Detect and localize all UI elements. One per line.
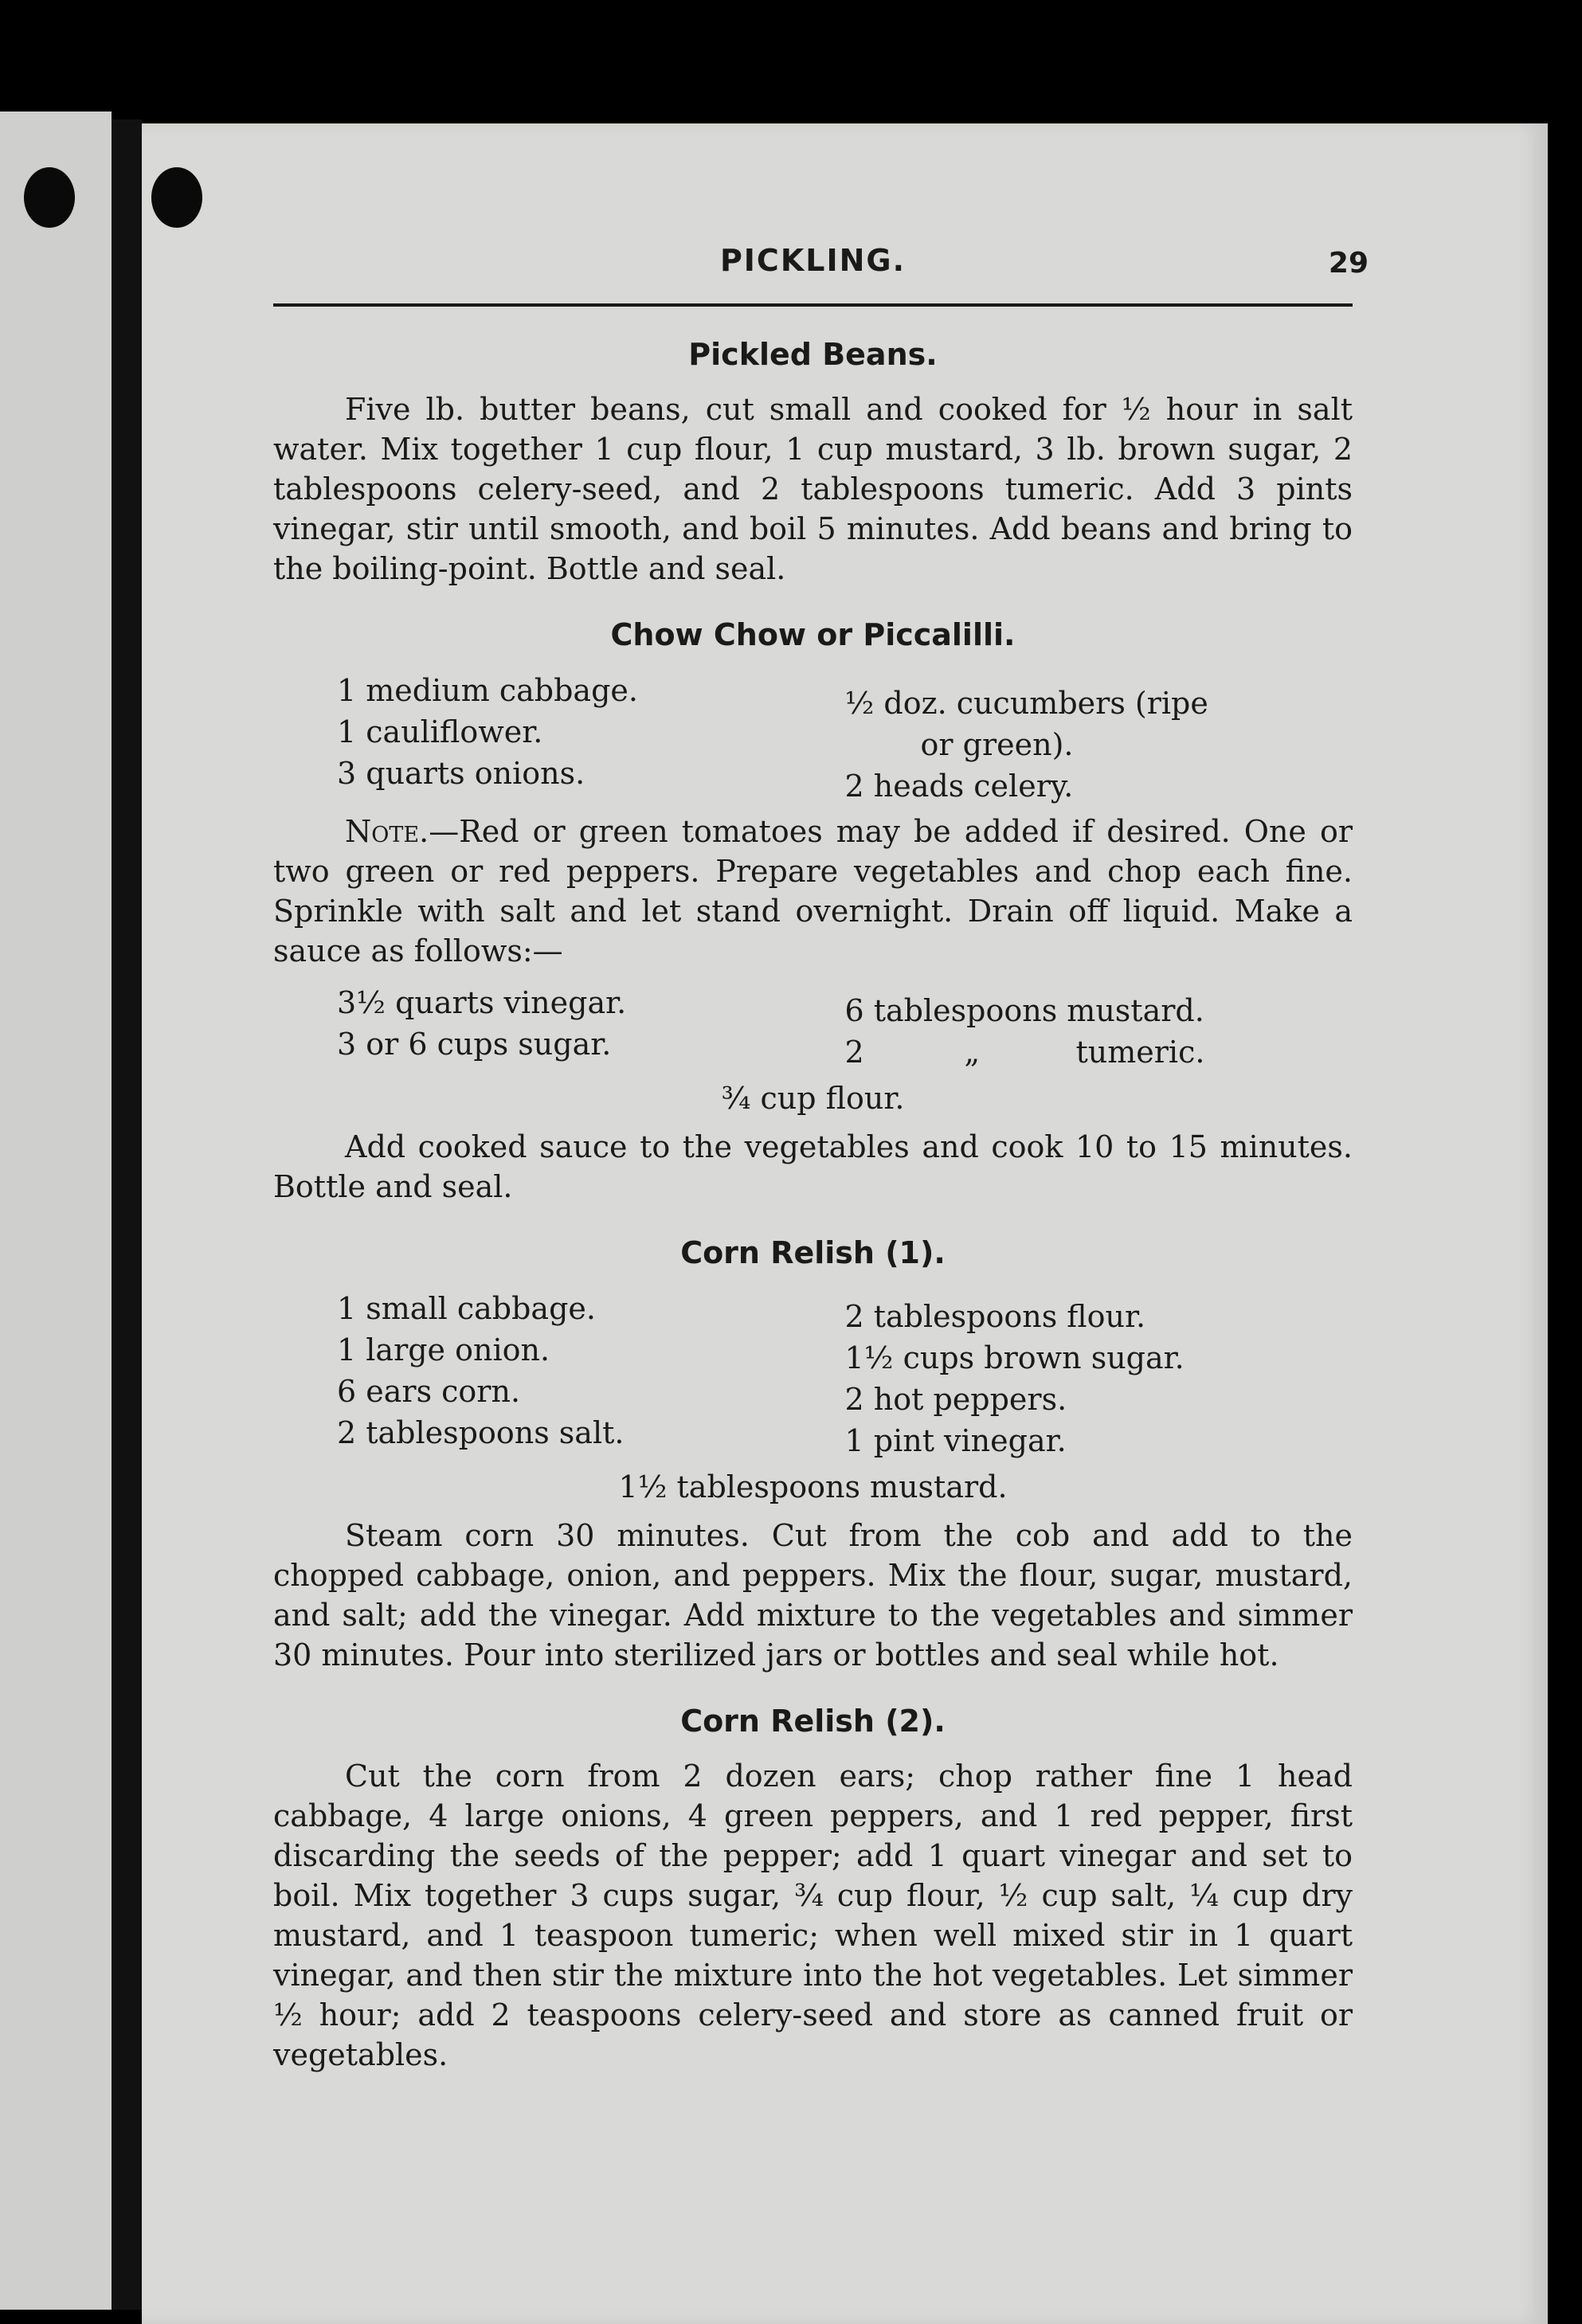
ingredient-item: 1 medium cabbage. [337, 673, 638, 708]
ingredient-list-corn-relish-1 [273, 1288, 1353, 1461]
sauce-item-center: ¾ cup flour. [721, 1081, 905, 1116]
ingredient-item: 2 tablespoons salt. [337, 1415, 625, 1450]
sauce-name: tumeric. [1075, 1035, 1205, 1070]
note-text: —Red or green tomatoes may be added if desired. One or two green or red peppers. Prepare vegetables and chop each fine. Sprinkle with salt and let stand overnight. Drain off liquid. Make a sauce as follows:— [273, 814, 1353, 968]
ingredient-item: 2 tablespoons flour. [844, 1299, 1146, 1334]
running-title: PICKLING. [719, 243, 907, 278]
ingredient-column-left [273, 1288, 813, 1461]
sauce-column-left [273, 982, 813, 1073]
recipe-text-pickled-beans: Five lb. butter beans, cut small and cooked for ½ hour in salt water. Mix together 1 cup flour, 1 cup mustard, 3 lb. brown sugar, 2 tablespoons celery-seed, and 2 tablespoons tumeric. Add 3 pints vinegar, stir until smooth, and boil 5 minutes. Add beans and bring to the boiling-point. Bottle and seal. [273, 392, 1353, 586]
recipe-text-corn-relish-1: Steam corn 30 minutes. Cut from the cob and add to the chopped cabbage, onion, and peppers. Mix the flour, sugar, mustard, and salt; add the vinegar. Add mixture to the vegetables and simmer 30 minutes. Pour into sterilized jars or bottles and seal while hot. [273, 1518, 1353, 1673]
recipe-note-chow-chow [273, 812, 1353, 971]
header-rule [273, 303, 1353, 307]
sauce-list-chow-chow [273, 982, 1353, 1073]
recipe-title-pickled-beans: Pickled Beans. [688, 337, 938, 372]
ingredient-item: 1 pint vinegar. [844, 1423, 1067, 1458]
book-page [142, 123, 1548, 2324]
ingredient-list-chow-chow [273, 670, 1353, 807]
ingredient-item: 2 hot peppers. [844, 1382, 1067, 1417]
ingredient-item: 1 cauliflower. [337, 714, 543, 749]
sauce-item: 3 or 6 cups sugar. [337, 1027, 612, 1062]
ingredient-item-continued: or green). [920, 727, 1074, 762]
recipe-title-chow-chow: Chow Chow or Piccalilli. [610, 617, 1016, 652]
ingredient-item: 3 quarts onions. [337, 756, 585, 791]
sauce-column-right [813, 982, 1353, 1073]
binding-hole-right [151, 167, 202, 228]
adjacent-page-edge [0, 112, 112, 2310]
book-spine [112, 119, 142, 2310]
ingredient-item: ½ doz. cucumbers (ripe [844, 686, 1208, 721]
ingredient-column-right [813, 670, 1353, 807]
note-label: Note. [345, 814, 429, 849]
sauce-item: 3½ quarts vinegar. [337, 985, 627, 1020]
ingredient-item: 1 large onion. [337, 1332, 550, 1367]
sauce-item [845, 1031, 1353, 1073]
ingredient-item: 1 small cabbage. [337, 1291, 596, 1326]
ingredient-item: 1½ cups brown sugar. [844, 1340, 1185, 1375]
ingredient-item: 6 ears corn. [337, 1374, 521, 1409]
page-content [273, 243, 1369, 2103]
recipe-title-corn-relish-2: Corn Relish (2). [680, 1704, 946, 1739]
ingredient-column-right [813, 1288, 1353, 1461]
page-number: 29 [1328, 247, 1369, 280]
ingredient-item-center: 1½ tablespoons mustard. [618, 1469, 1008, 1504]
ingredient-column-left [273, 670, 813, 807]
recipe-closing-chow-chow: Add cooked sauce to the vegetables and cook 10 to 15 minutes. Bottle and seal. [273, 1129, 1353, 1204]
ingredient-item: 2 heads celery. [844, 769, 1074, 804]
binding-hole-left [24, 167, 75, 228]
sauce-qty: 2 [844, 1035, 864, 1070]
ditto-mark: „ [964, 1035, 981, 1070]
recipe-title-corn-relish-1: Corn Relish (1). [680, 1235, 946, 1270]
page-header [273, 243, 1369, 299]
sauce-item: 6 tablespoons mustard. [844, 993, 1204, 1028]
recipe-text-corn-relish-2: Cut the corn from 2 dozen ears; chop rather fine 1 head cabbage, 4 large onions, 4 green peppers, and 1 red pepper, first discarding the seeds of the pepper; add 1 quart vinegar and set to boil. Mix together 3 cups sugar, ¾ cup flour, ½ cup salt, ¼ cup dry mustard, and 1 teaspoon tumeric; when well mixed stir in 1 quart vinegar, and then stir the mixture into the hot vegetables. Let simmer ½ hour; add 2 teaspoons celery-seed and store as canned fruit or vegetables. [273, 1759, 1353, 2072]
